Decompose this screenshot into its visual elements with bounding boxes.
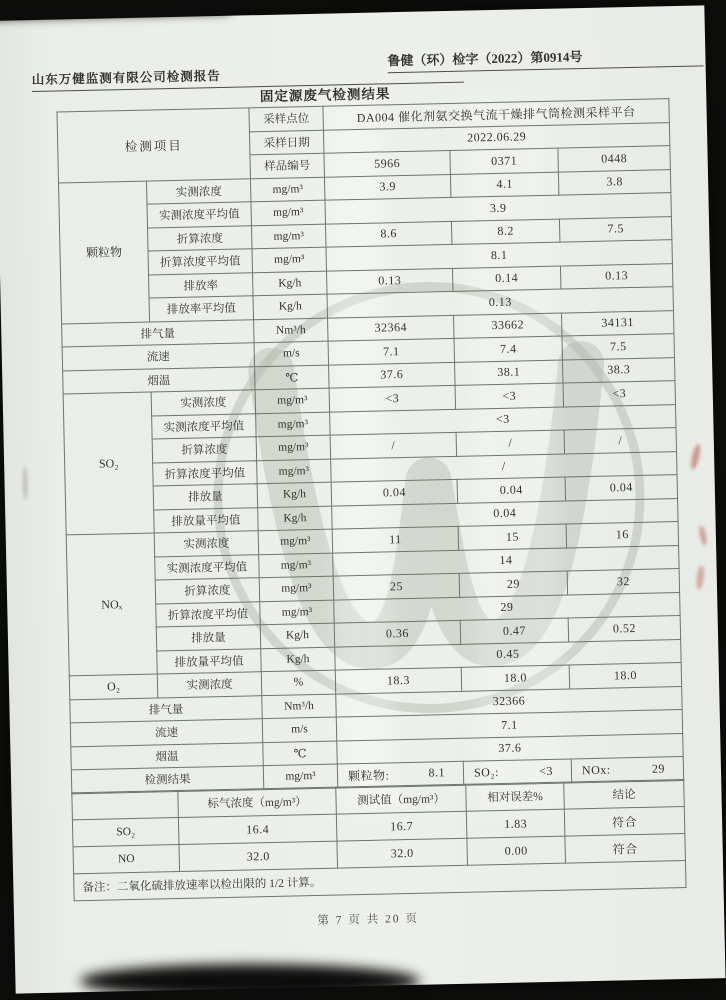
unit-cell: Kg/h [257, 482, 331, 507]
parameter-label: 排气量 [70, 695, 262, 723]
unit-cell: mg/m³ [256, 412, 330, 437]
value-cell: 0.47 [460, 618, 568, 644]
qa-substance-cell: NO [73, 845, 180, 874]
parameter-label: 折算浓度 [148, 225, 253, 251]
value-cell: / [330, 432, 456, 458]
parameter-label: 实测浓度平均值 [155, 554, 260, 580]
unit-cell: m/s [262, 717, 336, 742]
value-cell: 37.6 [337, 733, 683, 764]
qa-value-cell: 32.0 [179, 841, 338, 871]
unit-cell: mg/m³ [256, 435, 330, 460]
unit-cell: % [261, 670, 335, 695]
unit-cell: ℃ [263, 741, 337, 766]
parameter-label: 排放量 [153, 484, 258, 510]
header-label-cell: 采样点位 [249, 106, 323, 131]
value-cell: 7.4 [454, 336, 562, 362]
pollutant-group-cell: O₂ [69, 674, 157, 699]
table-title: 固定源废气检测结果 [259, 86, 391, 105]
header-label-cell: 样品编号 [250, 153, 324, 178]
qa-header-cell [72, 791, 179, 820]
unit-cell: mg/m³ [259, 553, 333, 578]
ink-bleed-mark [22, 466, 28, 500]
unit-cell: mg/m³ [252, 247, 326, 272]
value-cell: 18.0 [461, 665, 569, 691]
qa-value-cell: 符合 [565, 833, 686, 863]
unit-cell: mg/m³ [258, 529, 332, 554]
value-cell: 0.14 [452, 266, 560, 292]
qa-substance-cell: SO₂ [72, 818, 179, 847]
result-value: <3 [539, 763, 554, 778]
parameter-label: 折算浓度 [155, 578, 260, 604]
value-cell: 11 [332, 526, 458, 552]
pollutant-group-cell: NOₓ [66, 533, 157, 676]
header-value-cell: 2022.06.29 [323, 122, 669, 153]
qa-value-cell: 1.83 [466, 809, 565, 838]
parameter-label: 排放量 [156, 625, 261, 651]
company-report-header: 山东万健监测有限公司检测报告 [32, 61, 464, 92]
unit-cell: mg/m³ [263, 764, 337, 789]
value-cell: / [564, 428, 677, 454]
header-value-cell: DA004 催化剂氨交换气流干燥排气筒检测采样平台 [323, 99, 669, 130]
value-cell: <3 [329, 385, 455, 411]
value-cell: / [331, 451, 677, 482]
value-cell: 16 [566, 522, 679, 548]
value-cell: 29 [334, 592, 680, 623]
value-cell: 0.04 [332, 498, 678, 529]
unit-cell: Kg/h [258, 506, 332, 531]
qa-value-cell: 16.4 [178, 814, 337, 844]
value-cell: 0.36 [334, 620, 460, 646]
unit-cell: mg/m³ [259, 576, 333, 601]
red-ink-mark [698, 525, 708, 546]
value-cell: 34131 [561, 310, 674, 336]
value-cell: 7.1 [328, 338, 454, 364]
value-cell: 8.6 [325, 221, 451, 247]
unit-cell: mg/m³ [260, 600, 334, 625]
value-cell: 0.52 [568, 616, 681, 642]
value-cell: 32366 [336, 686, 682, 717]
parameter-label: 排气量 [62, 319, 254, 347]
project-header-cell: 检测项目 [57, 108, 251, 183]
value-cell: 4.1 [450, 172, 558, 198]
result-pollutant-label: NOx: [581, 762, 611, 777]
parameter-label: 实测浓度平均值 [152, 413, 257, 439]
value-cell: 32 [567, 569, 680, 595]
unit-cell: ℃ [255, 365, 329, 390]
value-cell: 37.6 [329, 362, 455, 388]
parameter-label: 排放量平均值 [154, 507, 259, 533]
unit-cell: Kg/h [253, 294, 327, 319]
value-cell: 3.9 [325, 193, 671, 224]
result-pollutant-label: 颗粒物: [347, 768, 390, 784]
qa-header-cell: 相对误差% [466, 782, 565, 811]
parameter-label: 检测结果 [71, 766, 263, 794]
qa-header-cell: 标气浓度（mg/m³） [178, 787, 337, 817]
unit-cell: m/s [254, 341, 328, 366]
value-cell: 33662 [454, 313, 562, 339]
parameter-label: 排放率 [149, 272, 254, 298]
note-cell: 备注：二氧化硫排放速率以检出限的 1/2 计算。 [74, 860, 686, 900]
pollutant-group-cell: SO₂ [63, 392, 154, 535]
emission-results-table [56, 98, 684, 794]
value-cell: 3.9 [324, 174, 450, 200]
report-page [0, 5, 726, 993]
value-cell: 38.3 [563, 357, 676, 383]
value-cell: 7.1 [336, 710, 682, 741]
value-cell: 18.3 [335, 667, 461, 693]
value-cell: 7.5 [562, 334, 675, 360]
value-cell: <3 [563, 381, 676, 407]
value-cell: 0.04 [331, 479, 457, 505]
parameter-label: 流速 [62, 343, 254, 371]
parameter-label: 实测浓度平均值 [147, 202, 252, 228]
value-cell: 38.1 [455, 360, 563, 386]
parameter-label: 折算浓度平均值 [148, 249, 253, 275]
qa-value-cell: 0.00 [467, 836, 566, 865]
qa-header-cell: 结论 [564, 780, 685, 810]
value-cell: 0.13 [327, 287, 673, 318]
unit-cell: Nm³/h [262, 694, 336, 719]
header-label-cell: 采样日期 [249, 130, 323, 155]
value-cell: 18.0 [569, 663, 682, 689]
value-cell: <3 [455, 383, 563, 409]
unit-cell: mg/m³ [252, 224, 326, 249]
pollutant-group-cell: 颗粒物 [59, 181, 150, 324]
value-cell: 0.13 [327, 268, 453, 294]
parameter-label: 折算浓度平均值 [153, 460, 258, 486]
value-cell: 25 [333, 573, 459, 599]
value-cell: 29 [459, 571, 567, 597]
value-cell: 0.45 [335, 639, 681, 670]
value-cell: 3.8 [558, 169, 671, 195]
parameter-label: 实测浓度 [154, 531, 259, 557]
scan-edge-shadow [80, 964, 420, 998]
calibration-qa-table [71, 779, 686, 901]
unit-cell: Kg/h [261, 647, 335, 672]
value-cell: 0.13 [560, 263, 673, 289]
unit-cell: mg/m³ [251, 200, 325, 225]
value-cell: / [456, 430, 564, 456]
value-cell: 0.04 [565, 475, 678, 501]
value-cell: 7.5 [559, 216, 672, 242]
page-number: 第 7 页 共 20 页 [317, 912, 420, 928]
result-value: 8.1 [428, 764, 446, 780]
qa-header-cell: 测试值（mg/m³） [336, 784, 467, 814]
value-cell: 32364 [328, 315, 454, 341]
value-cell: <3 [330, 404, 676, 435]
parameter-label: 排放率平均值 [149, 296, 254, 322]
parameter-label: 实测浓度 [151, 390, 256, 416]
value-cell: 0.04 [457, 477, 565, 503]
unit-cell: mg/m³ [255, 388, 329, 413]
unit-cell: Kg/h [260, 623, 334, 648]
parameter-label: 实测浓度 [157, 672, 262, 698]
result-pollutant-label: SO₂: [473, 764, 500, 780]
parameter-label: 实测浓度 [146, 178, 251, 204]
red-ink-mark [695, 565, 705, 590]
sample-id-cell: 0448 [558, 146, 671, 172]
parameter-label: 烟温 [63, 366, 255, 394]
value-cell: 8.2 [451, 219, 559, 245]
unit-cell: mg/m³ [250, 177, 324, 202]
parameter-label: 折算浓度 [152, 437, 257, 463]
value-cell: 14 [333, 545, 679, 576]
parameter-label: 烟温 [71, 742, 263, 770]
unit-cell: Kg/h [253, 271, 327, 296]
parameter-label: 流速 [70, 719, 262, 747]
sample-id-cell: 5966 [324, 150, 450, 176]
qa-value-cell: 符合 [564, 806, 685, 836]
red-ink-mark [689, 443, 702, 470]
parameter-label: 折算浓度平均值 [156, 601, 261, 627]
sample-id-cell: 0371 [450, 148, 558, 174]
unit-cell: mg/m³ [257, 459, 331, 484]
value-cell: 8.1 [326, 240, 672, 271]
parameter-label: 排放量平均值 [157, 648, 262, 674]
report-number-header: 鲁健（环）检字（2022）第0914号 [387, 43, 703, 73]
unit-cell: Nm³/h [254, 318, 328, 343]
value-cell: 15 [458, 524, 566, 550]
qa-value-cell: 16.7 [336, 811, 467, 841]
qa-value-cell: 32.0 [337, 838, 468, 868]
result-value: 29 [651, 761, 666, 776]
